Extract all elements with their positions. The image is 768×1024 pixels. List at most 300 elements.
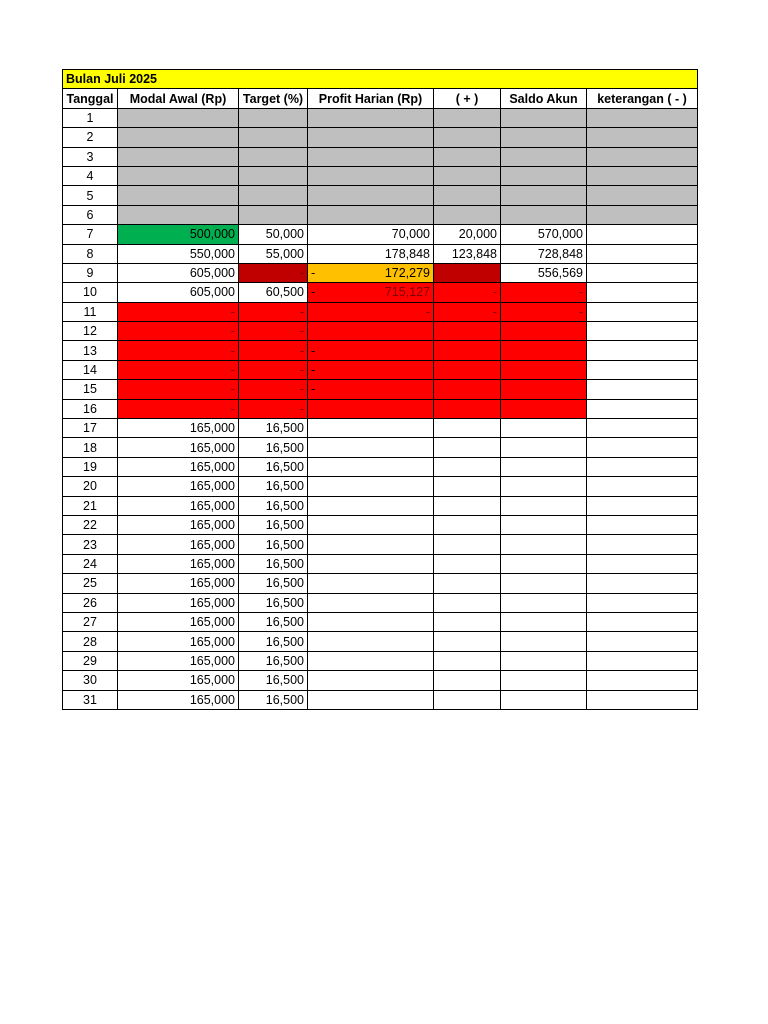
cell-saldo-akun[interactable] — [501, 399, 587, 418]
cell-profit-harian[interactable] — [308, 593, 434, 612]
cell-tanggal[interactable]: 6 — [63, 205, 118, 224]
cell-modal-awal[interactable] — [118, 690, 239, 709]
cell-target[interactable] — [239, 380, 308, 399]
cell-modal-awal[interactable] — [118, 593, 239, 612]
header-target[interactable]: Target (%) — [239, 89, 308, 108]
cell-value: - — [230, 324, 235, 339]
cell-keterangan[interactable] — [587, 477, 698, 496]
cell-target[interactable] — [239, 341, 308, 360]
cell-tanggal[interactable]: 13 — [63, 341, 118, 360]
cell-profit-harian[interactable] — [308, 574, 434, 593]
cell-saldo-akun[interactable] — [501, 128, 587, 147]
cell-value: 16,500 — [265, 440, 304, 455]
cell-saldo-akun[interactable] — [501, 186, 587, 205]
table-row — [63, 554, 698, 573]
cell-tanggal[interactable]: 7 — [63, 225, 118, 244]
cell-value: 16,500 — [265, 692, 304, 707]
cell-saldo-akun[interactable] — [501, 147, 587, 166]
cell-target[interactable] — [239, 438, 308, 457]
cell-plus[interactable] — [434, 263, 501, 282]
cell-modal-awal[interactable] — [118, 147, 239, 166]
header-saldo-akun[interactable]: Saldo Akun — [501, 89, 587, 108]
cell-keterangan[interactable] — [587, 205, 698, 224]
cell-target[interactable] — [239, 263, 308, 282]
cell-keterangan[interactable] — [587, 225, 698, 244]
cell-value: 16,500 — [265, 576, 304, 591]
cell-profit-harian[interactable] — [308, 225, 434, 244]
cell-keterangan[interactable] — [587, 438, 698, 457]
cell-value: 728,848 — [537, 246, 583, 261]
cell-tanggal[interactable]: 25 — [63, 574, 118, 593]
table-row — [63, 477, 698, 496]
cell-plus[interactable] — [434, 477, 501, 496]
cell-plus[interactable] — [434, 360, 501, 379]
cell-keterangan[interactable] — [587, 380, 698, 399]
cell-keterangan[interactable] — [587, 322, 698, 341]
cell-plus[interactable] — [434, 147, 501, 166]
cell-plus[interactable] — [434, 515, 501, 534]
cell-plus[interactable] — [434, 166, 501, 185]
cell-saldo-akun[interactable] — [501, 690, 587, 709]
table-row — [63, 496, 698, 515]
cell-modal-awal[interactable] — [118, 574, 239, 593]
cell-plus[interactable] — [434, 244, 501, 263]
cell-tanggal[interactable]: 29 — [63, 651, 118, 670]
cell-saldo-akun[interactable] — [501, 593, 587, 612]
cell-profit-harian[interactable] — [308, 515, 434, 534]
cell-tanggal[interactable]: 9 — [63, 263, 118, 282]
cell-target[interactable] — [239, 108, 308, 127]
cell-tanggal[interactable]: 17 — [63, 419, 118, 438]
cell-profit-harian[interactable] — [308, 244, 434, 263]
cell-profit-harian[interactable] — [308, 147, 434, 166]
cell-tanggal[interactable]: 10 — [63, 283, 118, 302]
cell-target[interactable] — [239, 515, 308, 534]
cell-target[interactable] — [239, 612, 308, 631]
cell-tanggal[interactable]: 27 — [63, 612, 118, 631]
cell-tanggal[interactable]: 28 — [63, 632, 118, 651]
cell-saldo-akun[interactable] — [501, 244, 587, 263]
cell-profit-harian[interactable] — [308, 535, 434, 554]
cell-keterangan[interactable] — [587, 147, 698, 166]
cell-value: 55,000 — [265, 246, 304, 261]
cell-plus[interactable] — [434, 671, 501, 690]
table-row — [63, 438, 698, 457]
cell-target[interactable] — [239, 593, 308, 612]
cell-profit-harian[interactable] — [308, 477, 434, 496]
table-row — [63, 690, 698, 709]
cell-modal-awal[interactable] — [118, 399, 239, 418]
cell-modal-awal[interactable] — [118, 612, 239, 631]
cell-modal-awal[interactable] — [118, 205, 239, 224]
cell-profit-harian[interactable] — [308, 612, 434, 631]
cell-value: 165,000 — [189, 421, 235, 436]
cell-value: 16,500 — [265, 556, 304, 571]
cell-keterangan[interactable] — [587, 186, 698, 205]
cell-target[interactable] — [239, 225, 308, 244]
cell-value: 165,000 — [189, 615, 235, 630]
cell-tanggal[interactable]: 18 — [63, 438, 118, 457]
cell-value: - — [299, 363, 304, 378]
cell-tanggal[interactable]: 3 — [63, 147, 118, 166]
cell-profit-harian[interactable] — [308, 632, 434, 651]
cell-value: 16,500 — [265, 595, 304, 610]
header-tanggal[interactable]: Tanggal — [63, 89, 118, 108]
cell-saldo-akun[interactable] — [501, 632, 587, 651]
cell-keterangan[interactable] — [587, 419, 698, 438]
cell-saldo-akun[interactable] — [501, 283, 587, 302]
cell-target[interactable] — [239, 128, 308, 147]
table-row — [63, 128, 698, 147]
cell-tanggal[interactable]: 12 — [63, 322, 118, 341]
cell-plus[interactable] — [434, 632, 501, 651]
cell-modal-awal[interactable] — [118, 360, 239, 379]
cell-saldo-akun[interactable] — [501, 477, 587, 496]
cell-target[interactable] — [239, 457, 308, 476]
cell-target[interactable] — [239, 671, 308, 690]
cell-plus[interactable] — [434, 438, 501, 457]
cell-value: 16,500 — [265, 460, 304, 474]
table-row — [63, 108, 698, 127]
table-row — [63, 302, 698, 321]
table-row — [63, 535, 698, 554]
cell-modal-awal[interactable] — [118, 225, 239, 244]
table-row — [63, 671, 698, 690]
cell-value: 165,000 — [189, 440, 235, 455]
cell-tanggal[interactable]: 21 — [63, 496, 118, 515]
lead-dash: - — [311, 266, 316, 281]
cell-modal-awal[interactable] — [118, 166, 239, 185]
cell-modal-awal[interactable] — [118, 419, 239, 438]
cell-value: 165,000 — [189, 556, 235, 571]
cell-saldo-akun[interactable] — [501, 554, 587, 573]
cell-saldo-akun[interactable] — [501, 438, 587, 457]
cell-profit-harian[interactable] — [308, 438, 434, 457]
cell-modal-awal[interactable] — [118, 651, 239, 670]
cell-keterangan[interactable] — [587, 612, 698, 631]
cell-keterangan[interactable] — [587, 593, 698, 612]
cell-saldo-akun[interactable] — [501, 419, 587, 438]
cell-target[interactable] — [239, 166, 308, 185]
cell-value: 16,500 — [265, 498, 304, 513]
cell-modal-awal[interactable] — [118, 322, 239, 341]
cell-saldo-akun[interactable] — [501, 671, 587, 690]
cell-saldo-akun[interactable] — [501, 612, 587, 631]
table-row — [63, 205, 698, 224]
table-row — [63, 186, 698, 205]
cell-saldo-akun[interactable] — [501, 360, 587, 379]
table-row — [63, 166, 698, 185]
cell-modal-awal[interactable] — [118, 186, 239, 205]
cell-target[interactable] — [239, 574, 308, 593]
cell-profit-harian[interactable] — [308, 360, 434, 379]
cell-value: - — [299, 401, 304, 416]
cell-plus[interactable] — [434, 322, 501, 341]
cell-profit-harian[interactable] — [308, 671, 434, 690]
cell-tanggal[interactable]: 24 — [63, 554, 118, 573]
cell-saldo-akun[interactable] — [501, 535, 587, 554]
cell-profit-harian[interactable] — [308, 457, 434, 476]
cell-saldo-akun[interactable] — [501, 263, 587, 282]
cell-target[interactable] — [239, 690, 308, 709]
cell-value: - — [425, 304, 430, 319]
cell-target[interactable] — [239, 205, 308, 224]
cell-value: 172,279 — [384, 266, 430, 281]
cell-plus[interactable] — [434, 225, 501, 244]
cell-saldo-akun[interactable] — [501, 302, 587, 321]
cell-profit-harian[interactable] — [308, 380, 434, 399]
cell-profit-harian[interactable] — [308, 108, 434, 127]
cell-tanggal[interactable]: 14 — [63, 360, 118, 379]
cell-keterangan[interactable] — [587, 302, 698, 321]
cell-profit-harian[interactable] — [308, 399, 434, 418]
cell-keterangan[interactable] — [587, 496, 698, 515]
cell-modal-awal[interactable] — [118, 632, 239, 651]
table-row — [63, 419, 698, 438]
cell-value: - — [299, 324, 304, 339]
cell-value: 165,000 — [189, 595, 235, 610]
table-row — [63, 457, 698, 476]
cell-profit-harian[interactable] — [308, 419, 434, 438]
cell-saldo-akun[interactable] — [501, 457, 587, 476]
cell-value: 165,000 — [189, 673, 235, 688]
table-row — [63, 322, 698, 341]
cell-keterangan[interactable] — [587, 632, 698, 651]
cell-value: 605,000 — [189, 285, 235, 300]
cell-modal-awal[interactable] — [118, 515, 239, 534]
lead-dash: - — [311, 382, 316, 397]
cell-profit-harian[interactable] — [308, 283, 434, 302]
cell-keterangan[interactable] — [587, 535, 698, 554]
cell-modal-awal[interactable] — [118, 671, 239, 690]
cell-profit-harian[interactable] — [308, 651, 434, 670]
cell-target[interactable] — [239, 496, 308, 515]
cell-keterangan[interactable] — [587, 399, 698, 418]
cell-profit-harian[interactable] — [308, 496, 434, 515]
cell-value: 715,127 — [384, 285, 430, 300]
cell-plus[interactable] — [434, 690, 501, 709]
cell-plus[interactable] — [434, 302, 501, 321]
cell-saldo-akun[interactable] — [501, 166, 587, 185]
cell-keterangan[interactable] — [587, 554, 698, 573]
cell-modal-awal[interactable] — [118, 438, 239, 457]
cell-value: 165,000 — [189, 498, 235, 513]
cell-target[interactable] — [239, 360, 308, 379]
cell-plus[interactable] — [434, 380, 501, 399]
cell-target[interactable] — [239, 283, 308, 302]
cell-modal-awal[interactable] — [118, 108, 239, 127]
cell-value: 165,000 — [189, 479, 235, 494]
table-row — [63, 283, 698, 302]
cell-profit-harian[interactable] — [308, 186, 434, 205]
cell-modal-awal[interactable] — [118, 302, 239, 321]
cell-keterangan[interactable] — [587, 166, 698, 185]
cell-modal-awal[interactable] — [118, 496, 239, 515]
cell-value: 16,500 — [265, 421, 304, 436]
cell-plus[interactable] — [434, 283, 501, 302]
cell-value: - — [299, 266, 304, 281]
cell-profit-harian[interactable] — [308, 554, 434, 573]
cell-modal-awal[interactable] — [118, 341, 239, 360]
cell-keterangan[interactable] — [587, 108, 698, 127]
cell-saldo-akun[interactable] — [501, 205, 587, 224]
cell-keterangan[interactable] — [587, 574, 698, 593]
cell-tanggal[interactable]: 23 — [63, 535, 118, 554]
cell-keterangan[interactable] — [587, 690, 698, 709]
cell-keterangan[interactable] — [587, 263, 698, 282]
cell-modal-awal[interactable] — [118, 477, 239, 496]
cell-plus[interactable] — [434, 651, 501, 670]
cell-tanggal[interactable]: 11 — [63, 302, 118, 321]
cell-tanggal[interactable]: 2 — [63, 128, 118, 147]
cell-target[interactable] — [239, 554, 308, 573]
cell-plus[interactable] — [434, 574, 501, 593]
cell-value: - — [299, 304, 304, 319]
cell-tanggal[interactable]: 16 — [63, 399, 118, 418]
cell-profit-harian[interactable] — [308, 690, 434, 709]
cell-value: - — [230, 343, 235, 358]
cell-target[interactable] — [239, 477, 308, 496]
cell-plus[interactable] — [434, 612, 501, 631]
cell-plus[interactable] — [434, 496, 501, 515]
cell-value: 165,000 — [189, 653, 235, 668]
cell-modal-awal[interactable] — [118, 535, 239, 554]
cell-tanggal[interactable]: 31 — [63, 690, 118, 709]
header-profit-harian[interactable]: Profit Harian (Rp) — [308, 89, 434, 108]
cell-keterangan[interactable] — [587, 360, 698, 379]
cell-target[interactable] — [239, 399, 308, 418]
cell-plus[interactable] — [434, 205, 501, 224]
cell-value: 16,500 — [265, 653, 304, 668]
header-keterangan[interactable]: keterangan ( - ) — [587, 89, 698, 108]
cell-saldo-akun[interactable] — [501, 225, 587, 244]
cell-plus[interactable] — [434, 128, 501, 147]
cell-plus[interactable] — [434, 554, 501, 573]
table-row — [63, 147, 698, 166]
cell-keterangan[interactable] — [587, 341, 698, 360]
cell-value: 165,000 — [189, 576, 235, 591]
cell-tanggal[interactable]: 26 — [63, 593, 118, 612]
cell-profit-harian[interactable] — [308, 166, 434, 185]
cell-value: 16,500 — [265, 537, 304, 552]
cell-value: 16,500 — [265, 634, 304, 649]
cell-value: - — [230, 363, 235, 378]
header-modal-awal[interactable]: Modal Awal (Rp) — [118, 89, 239, 108]
cell-value: 500,000 — [189, 227, 235, 242]
cell-value: 178,848 — [384, 246, 430, 261]
lead-dash: - — [311, 343, 316, 358]
cell-plus[interactable] — [434, 108, 501, 127]
cell-keterangan[interactable] — [587, 283, 698, 302]
cell-profit-harian[interactable] — [308, 341, 434, 360]
cell-value: 16,500 — [265, 673, 304, 688]
cell-target[interactable] — [239, 302, 308, 321]
cell-target[interactable] — [239, 632, 308, 651]
cell-target[interactable] — [239, 186, 308, 205]
cell-tanggal[interactable]: 19 — [63, 457, 118, 476]
cell-plus[interactable] — [434, 186, 501, 205]
cell-saldo-akun[interactable] — [501, 574, 587, 593]
cell-tanggal[interactable]: 4 — [63, 166, 118, 185]
cell-keterangan[interactable] — [587, 128, 698, 147]
cell-saldo-akun[interactable] — [501, 515, 587, 534]
cell-target[interactable] — [239, 244, 308, 263]
cell-tanggal[interactable]: 15 — [63, 380, 118, 399]
table-row — [63, 244, 698, 263]
cell-value: 123,848 — [451, 246, 497, 261]
cell-target[interactable] — [239, 147, 308, 166]
cell-keterangan[interactable] — [587, 515, 698, 534]
cell-modal-awal[interactable] — [118, 554, 239, 573]
cell-value: 570,000 — [537, 227, 583, 242]
cell-value: 16,500 — [265, 615, 304, 630]
cell-value: - — [492, 285, 497, 300]
cell-keterangan[interactable] — [587, 244, 698, 263]
cell-tanggal[interactable]: 8 — [63, 244, 118, 263]
cell-saldo-akun[interactable] — [501, 380, 587, 399]
spreadsheet-table — [62, 69, 698, 710]
month-title[interactable]: Bulan Juli 2025 — [63, 70, 698, 89]
cell-plus[interactable] — [434, 535, 501, 554]
cell-saldo-akun[interactable] — [501, 341, 587, 360]
cell-profit-harian[interactable] — [308, 322, 434, 341]
cell-saldo-akun[interactable] — [501, 496, 587, 515]
table-row — [63, 263, 698, 282]
cell-plus[interactable] — [434, 399, 501, 418]
cell-modal-awal[interactable] — [118, 283, 239, 302]
cell-value: 165,000 — [189, 692, 235, 707]
cell-modal-awal[interactable] — [118, 457, 239, 476]
cell-plus[interactable] — [434, 457, 501, 476]
cell-target[interactable] — [239, 419, 308, 438]
table-row — [63, 574, 698, 593]
cell-keterangan[interactable] — [587, 651, 698, 670]
cell-tanggal[interactable]: 5 — [63, 186, 118, 205]
cell-modal-awal[interactable] — [118, 128, 239, 147]
cell-keterangan[interactable] — [587, 671, 698, 690]
cell-value: - — [578, 304, 583, 319]
table-row — [63, 593, 698, 612]
header-plus[interactable]: ( + ) — [434, 89, 501, 108]
cell-target[interactable] — [239, 322, 308, 341]
cell-saldo-akun[interactable] — [501, 322, 587, 341]
cell-tanggal[interactable]: 20 — [63, 477, 118, 496]
cell-value: - — [299, 382, 304, 397]
cell-saldo-akun[interactable] — [501, 108, 587, 127]
cell-modal-awal[interactable] — [118, 380, 239, 399]
cell-keterangan[interactable] — [587, 457, 698, 476]
cell-profit-harian[interactable] — [308, 128, 434, 147]
title-row — [63, 70, 698, 89]
cell-tanggal[interactable]: 22 — [63, 515, 118, 534]
cell-target[interactable] — [239, 535, 308, 554]
cell-tanggal[interactable]: 1 — [63, 108, 118, 127]
cell-modal-awal[interactable] — [118, 244, 239, 263]
cell-profit-harian[interactable] — [308, 263, 434, 282]
table-row — [63, 515, 698, 534]
cell-plus[interactable] — [434, 419, 501, 438]
cell-target[interactable] — [239, 651, 308, 670]
cell-profit-harian[interactable] — [308, 205, 434, 224]
cell-plus[interactable] — [434, 593, 501, 612]
cell-profit-harian[interactable] — [308, 302, 434, 321]
cell-tanggal[interactable]: 30 — [63, 671, 118, 690]
cell-saldo-akun[interactable] — [501, 651, 587, 670]
cell-plus[interactable] — [434, 341, 501, 360]
lead-dash: - — [311, 363, 316, 378]
table-row — [63, 380, 698, 399]
cell-modal-awal[interactable] — [118, 263, 239, 282]
